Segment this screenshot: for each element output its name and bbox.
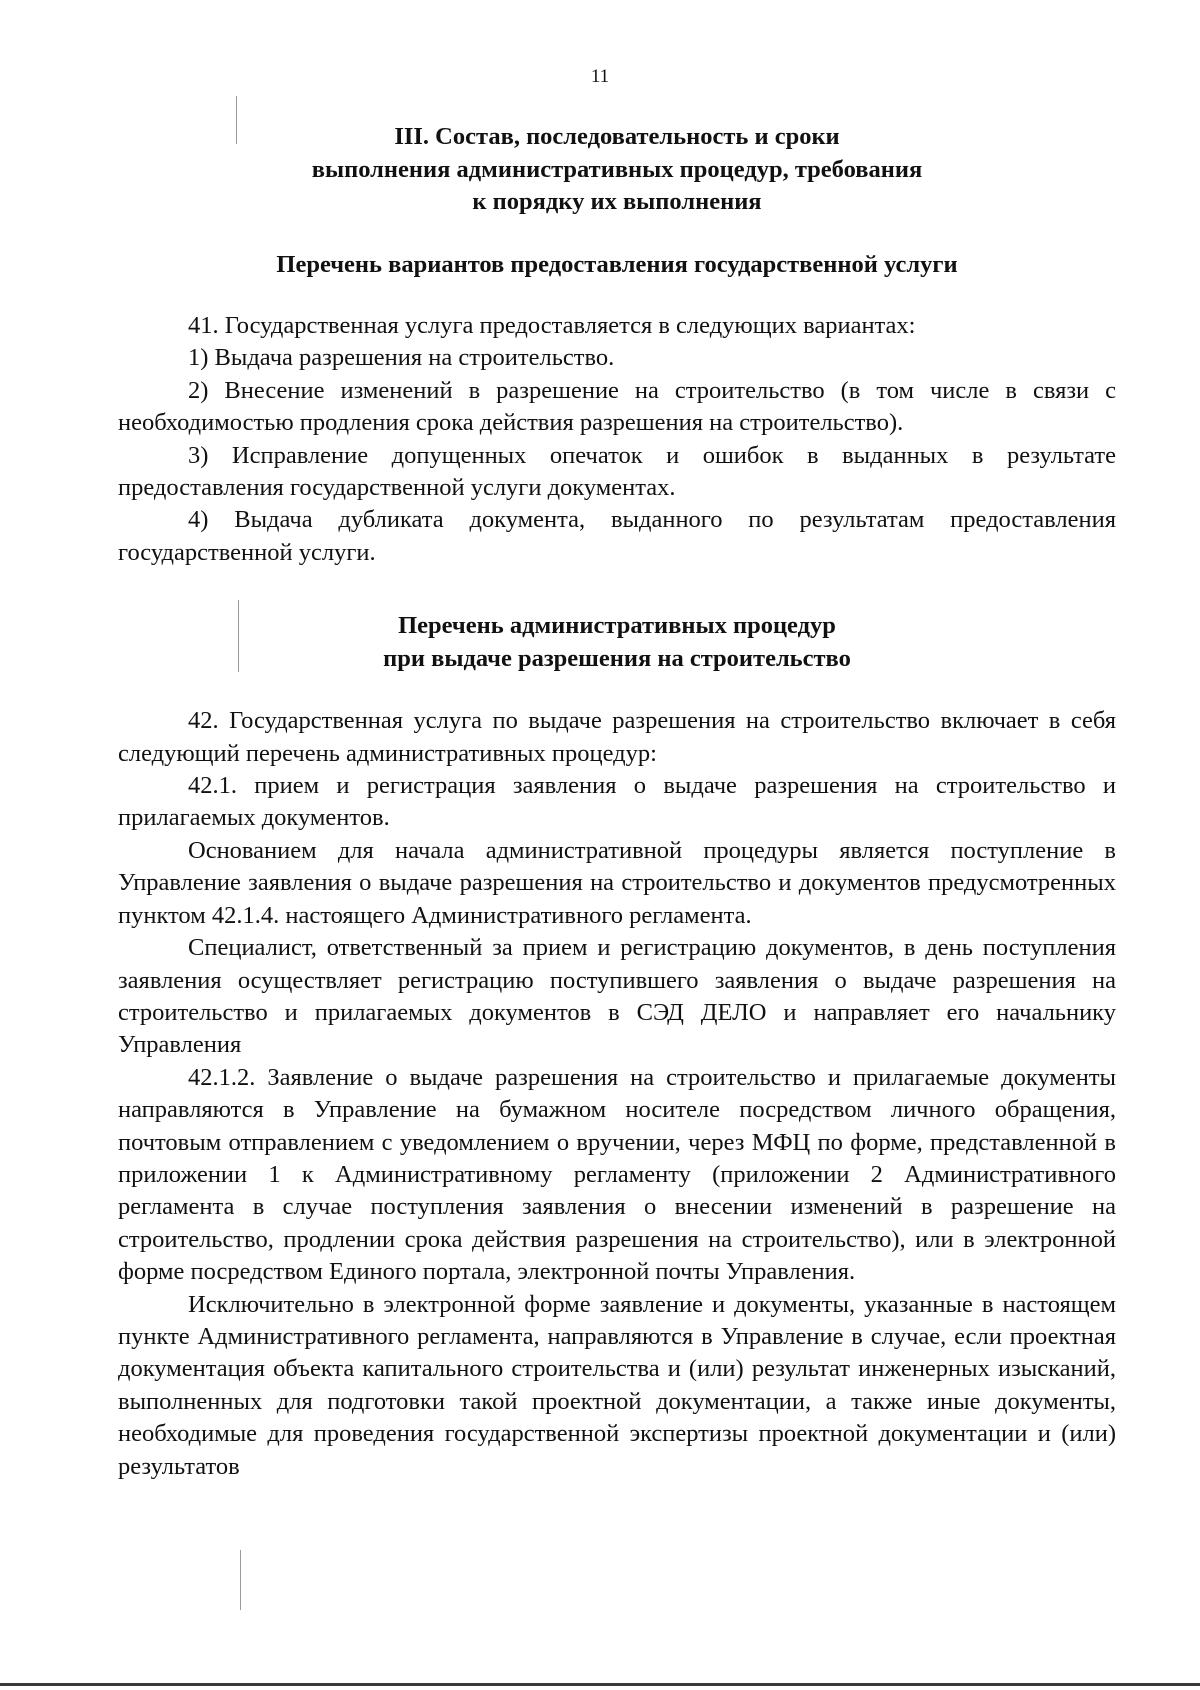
subheading-procedures — [118, 610, 1116, 675]
section-heading — [118, 121, 1116, 219]
paragraph: 42. Государственная услуга по выдаче разрешения на строительство включает в себя следующий перечень административных процедур: — [118, 707, 1116, 767]
subheading-line: при выдаче разрешения на строительство — [383, 644, 851, 672]
paragraph: Исключительно в электронной форме заявление и документы, указанные в настоящем пункте Административного регламента, направляются в Управление в случае, если проектная документация объекта капитального строительства и (или) результат инженерных изысканий, выполненных для подготовки такой проектной документации, а также иные документы, необходимые для проведения государственной экспертизы проектной документации и (или) результатов — [118, 1290, 1116, 1480]
paragraph: 4) Выдача дубликата документа, выданного по результатам предоставления государственной услуги. — [118, 506, 1116, 566]
section-heading-line: к порядку их выполнения — [472, 188, 762, 215]
subheading-line: Перечень административных процедур — [398, 612, 836, 640]
document-body — [118, 121, 1116, 1483]
paragraph: 41. Государственная услуга предоставляется в следующих вариантах: — [188, 312, 916, 339]
paragraph: 42.1. прием и регистрация заявления о выдаче разрешения на строительство и прилагаемых документов. — [118, 772, 1116, 832]
scan-mark — [240, 1550, 241, 1610]
paragraph: Основанием для начала административной процедуры является поступление в Управление заявления о выдаче разрешения на строительство и документов предусмотренных пунктом 42.1.4. настоящего Административного регламента. — [118, 836, 1116, 929]
section-heading-line: III. Состав, последовательность и сроки — [394, 123, 840, 150]
paragraph: 42.1.2. Заявление о выдаче разрешения на строительство и прилагаемые документы направляются в Управление на бумажном носителе посредством личного обращения, почтовым отправлением с уведомлением о вручении, через МФЦ по форме, представленной в приложении 1 к Административному регламенту (приложении 2 Административного регламента в случае поступления заявления о внесении изменений в разрешение на строительство, продлении срока действия разрешения на строительство), или в электронной форме посредством Единого портала, электронной почты Управления. — [118, 1063, 1116, 1286]
paragraph: 1) Выдача разрешения на строительство. — [188, 344, 615, 372]
paragraph: 3) Исправление допущенных опечаток и ошибок в выданных в результате предоставления государственной услуги документах. — [118, 441, 1116, 502]
subheading-variants: Перечень вариантов предоставления государственной услуги — [276, 250, 958, 278]
scan-edge-rule — [0, 1683, 1200, 1686]
paragraph: 2) Внесение изменений в разрешение на строительство (в том числе в связи с необходимостью продления срока действия разрешения на строительство). — [118, 376, 1116, 437]
page-number: 11 — [590, 66, 610, 87]
section-heading-line: выполнения административных процедур, требования — [311, 155, 923, 183]
paragraph: Специалист, ответственный за прием и регистрацию документов, в день поступления заявления осуществляет регистрацию поступившего заявления о выдаче разрешения на строительство и прилагаемых документов в СЭД ДЕЛО и направляет его начальнику Управления — [118, 934, 1116, 1059]
